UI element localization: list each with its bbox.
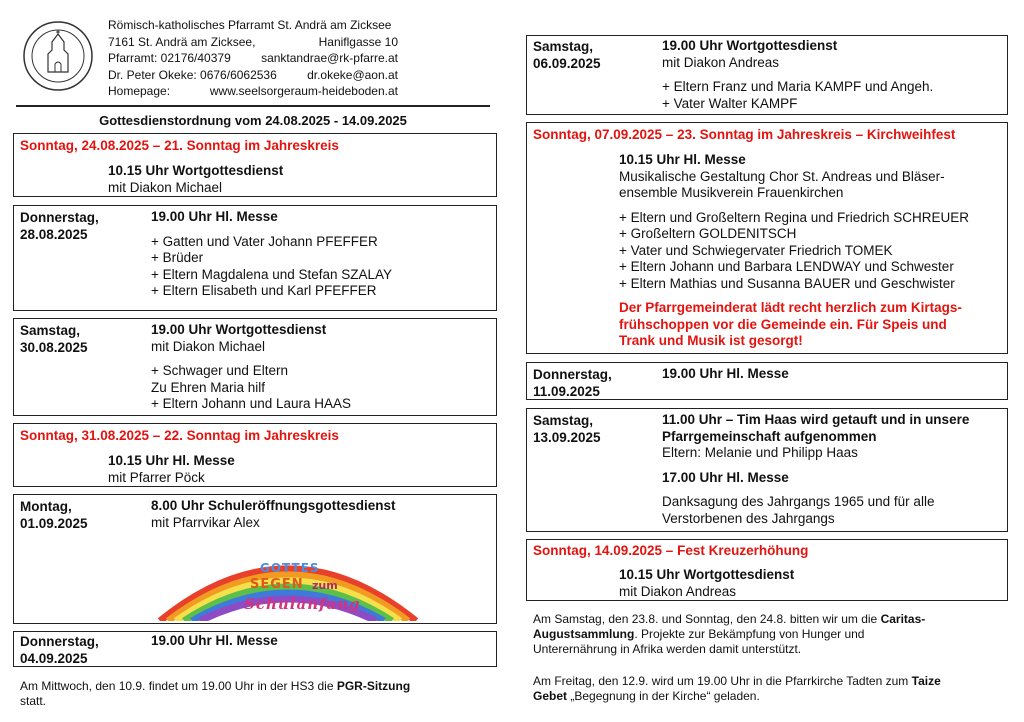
event-sunday-0709 bbox=[526, 122, 1008, 354]
header-homepage-label: Homepage: bbox=[108, 84, 171, 98]
rainbow-text-2: SEGEN bbox=[250, 577, 304, 592]
event-date: 01.09.2025 bbox=[20, 516, 88, 531]
event-day: Samstag, bbox=[20, 323, 81, 338]
intention-item: + Eltern Magdalena und Stefan SZALAY bbox=[151, 266, 393, 282]
event-date: 28.08.2025 bbox=[20, 227, 88, 242]
event-sub: mit Pfarrer Pöck bbox=[108, 469, 205, 485]
event-saturday-1309 bbox=[526, 408, 1008, 532]
event-date: 30.08.2025 bbox=[20, 340, 88, 355]
note-text: „Begegnung in der Kirche“ geladen. bbox=[567, 689, 760, 703]
event-sunday-3108 bbox=[13, 423, 497, 487]
note-text: Am Mittwoch, den 10.9. findet um 19.00 Uhr in der HS3 die bbox=[20, 679, 337, 693]
event-day: Donnerstag, bbox=[533, 367, 612, 382]
event-sub: Musikalische Gestaltung Chor St. Andreas und Bläser- bbox=[619, 168, 945, 184]
rainbow-text-4: Schulanfang bbox=[244, 595, 361, 613]
intention-item: + Vater und Schwiegervater Friedrich TOMEK bbox=[619, 242, 893, 258]
note-bold: Augustsammlung bbox=[533, 627, 635, 641]
intention-item: + Schwager und Eltern bbox=[151, 363, 288, 378]
header-line-1: Römisch-katholisches Pfarramt St. Andrä am Zicksee bbox=[108, 18, 392, 32]
event-sunday-1409 bbox=[526, 539, 1008, 601]
intention-item: Zu Ehren Maria hilf bbox=[151, 379, 266, 395]
event-time: 8.00 Uhr Schuleröffnungsgottesdienst bbox=[151, 498, 396, 513]
intention-item: + Großeltern GOLDENITSCH bbox=[619, 226, 797, 241]
parish-seal-icon bbox=[22, 20, 94, 92]
intention-item: + Eltern Johann und Barbara LENDWAY und Schwester bbox=[619, 259, 954, 274]
invitation-text: Trank und Musik ist gesorgt! bbox=[619, 333, 803, 348]
intention-item: + Vater Walter KAMPF bbox=[662, 95, 798, 111]
event-sub: mit Diakon Michael bbox=[151, 338, 266, 354]
intention-item: + Brüder bbox=[151, 250, 204, 265]
event-saturday-0609 bbox=[526, 35, 1008, 115]
note-text: Am Samstag, den 23.8. und Sonntag, den 24.8. bitten wir um die bbox=[533, 612, 881, 626]
header-email-link[interactable]: sanktandrae@rk-pfarre.at bbox=[261, 51, 398, 65]
header-homepage-link[interactable]: www.seelsorgeraum-heideboden.at bbox=[209, 84, 398, 98]
header-priest-email-link[interactable]: dr.okeke@aon.at bbox=[307, 67, 398, 82]
event-time: 17.00 Uhr Hl. Messe bbox=[662, 469, 789, 485]
note-text: Unterernährung in Afrika werden damit unterstützt. bbox=[533, 642, 802, 656]
event-thursday-1109 bbox=[526, 362, 1008, 400]
event-time: 10.15 Uhr Hl. Messe bbox=[619, 152, 746, 167]
intention-item: + Eltern Elisabeth und Karl PFEFFER bbox=[151, 283, 377, 298]
event-time: 10.15 Uhr Hl. Messe bbox=[108, 453, 235, 468]
intention-item: + Eltern und Großeltern Regina und Friedrich SCHREUER bbox=[619, 209, 970, 225]
note-text: Am Freitag, den 12.9. wird um 19.00 Uhr in die Pfarrkirche Tadten zum bbox=[533, 674, 912, 688]
event-heading: Sonntag, 14.09.2025 – Fest Kreuzerhöhung bbox=[533, 543, 809, 558]
note-bold: Caritas- bbox=[880, 612, 926, 626]
note-text: . Projekte zur Bekämpfung von Hunger und bbox=[634, 627, 865, 641]
event-day: Donnerstag, bbox=[20, 634, 99, 649]
event-sub: ensemble Musikverein Frauenkirchen bbox=[619, 185, 844, 200]
header-street: Haniflgasse 10 bbox=[318, 34, 398, 49]
header-priest-phone: Dr. Peter Okeke: 0676/6062536 bbox=[108, 67, 277, 82]
page-title: Gottesdienstordnung vom 24.08.2025 - 14.09.2025 bbox=[99, 113, 407, 128]
event-sub: Danksagung des Jahrgangs 1965 und für alle bbox=[662, 494, 935, 509]
event-saturday-3008 bbox=[13, 318, 497, 416]
event-day: Donnerstag, bbox=[20, 210, 99, 225]
event-time: Pfarrgemeinschaft aufgenommen bbox=[662, 428, 877, 444]
note-text: statt. bbox=[20, 694, 47, 708]
intention-item: + Gatten und Vater Johann PFEFFER bbox=[151, 233, 378, 249]
event-date: 13.09.2025 bbox=[533, 430, 601, 445]
note-bold: PGR-Sitzung bbox=[336, 679, 411, 693]
note-bold: Taize bbox=[911, 674, 941, 688]
event-time: 19.00 Uhr Wortgottesdienst bbox=[662, 38, 838, 53]
invitation-text: Der Pfarrgemeinderat lädt recht herzlich zum Kirtags- bbox=[619, 300, 962, 315]
event-time: 11.00 Uhr – Tim Haas wird getauft und in unsere bbox=[662, 412, 970, 427]
event-date: 11.09.2025 bbox=[533, 384, 600, 399]
event-heading: Sonntag, 24.08.2025 – 21. Sonntag im Jahreskreis bbox=[20, 138, 339, 153]
header-divider bbox=[16, 105, 490, 107]
intention-item: + Eltern Mathias und Susanna BAUER und Geschwister bbox=[619, 275, 955, 291]
event-time: 10.15 Uhr Wortgottesdienst bbox=[108, 163, 284, 178]
event-day: Samstag, bbox=[533, 413, 594, 428]
header-address: 7161 St. Andrä am Zicksee, bbox=[108, 34, 256, 49]
note-caritas bbox=[533, 612, 1003, 657]
invitation-text: frühschoppen vor die Gemeinde ein. Für Speis und bbox=[619, 316, 947, 332]
event-time: 10.15 Uhr Wortgottesdienst bbox=[619, 567, 795, 582]
intention-item: + Eltern Johann und Laura HAAS bbox=[151, 396, 352, 411]
event-sub: mit Diakon Michael bbox=[108, 179, 223, 195]
rainbow-text-1: GOTTES bbox=[260, 561, 320, 575]
event-time: 19.00 Uhr Hl. Messe bbox=[662, 366, 789, 381]
event-sub: mit Diakon Andreas bbox=[662, 54, 780, 70]
note-bold: Gebet bbox=[533, 689, 568, 703]
event-thursday-0409 bbox=[13, 631, 497, 667]
rainbow-drawing bbox=[152, 537, 424, 621]
event-time: 19.00 Uhr Wortgottesdienst bbox=[151, 322, 327, 337]
event-date: 04.09.2025 bbox=[20, 651, 88, 666]
event-heading: Sonntag, 31.08.2025 – 22. Sonntag im Jahreskreis bbox=[20, 428, 339, 443]
note-pgr bbox=[20, 679, 490, 709]
note-taize bbox=[533, 674, 1003, 704]
header-phone: Pfarramt: 02176/40379 bbox=[108, 51, 231, 65]
event-sub: mit Pfarrvikar Alex bbox=[151, 514, 260, 530]
event-day: Montag, bbox=[20, 499, 72, 514]
event-sub: Verstorbenen des Jahrgangs bbox=[662, 510, 835, 526]
event-sub: mit Diakon Andreas bbox=[619, 583, 737, 599]
event-day: Samstag, bbox=[533, 39, 594, 54]
event-sub: Eltern: Melanie und Philipp Haas bbox=[662, 445, 858, 460]
event-thursday-2808 bbox=[13, 205, 497, 311]
event-sunday-2408 bbox=[13, 133, 497, 197]
rainbow-text-3: zum bbox=[312, 579, 338, 592]
event-heading: Sonntag, 07.09.2025 – 23. Sonntag im Jahreskreis – Kirchweihfest bbox=[533, 127, 956, 142]
event-time: 19.00 Uhr Hl. Messe bbox=[151, 633, 278, 648]
intention-item: + Eltern Franz und Maria KAMPF und Angeh. bbox=[662, 79, 934, 94]
event-date: 06.09.2025 bbox=[533, 56, 601, 71]
event-time: 19.00 Uhr Hl. Messe bbox=[151, 209, 278, 224]
event-monday-0109 bbox=[13, 494, 497, 624]
